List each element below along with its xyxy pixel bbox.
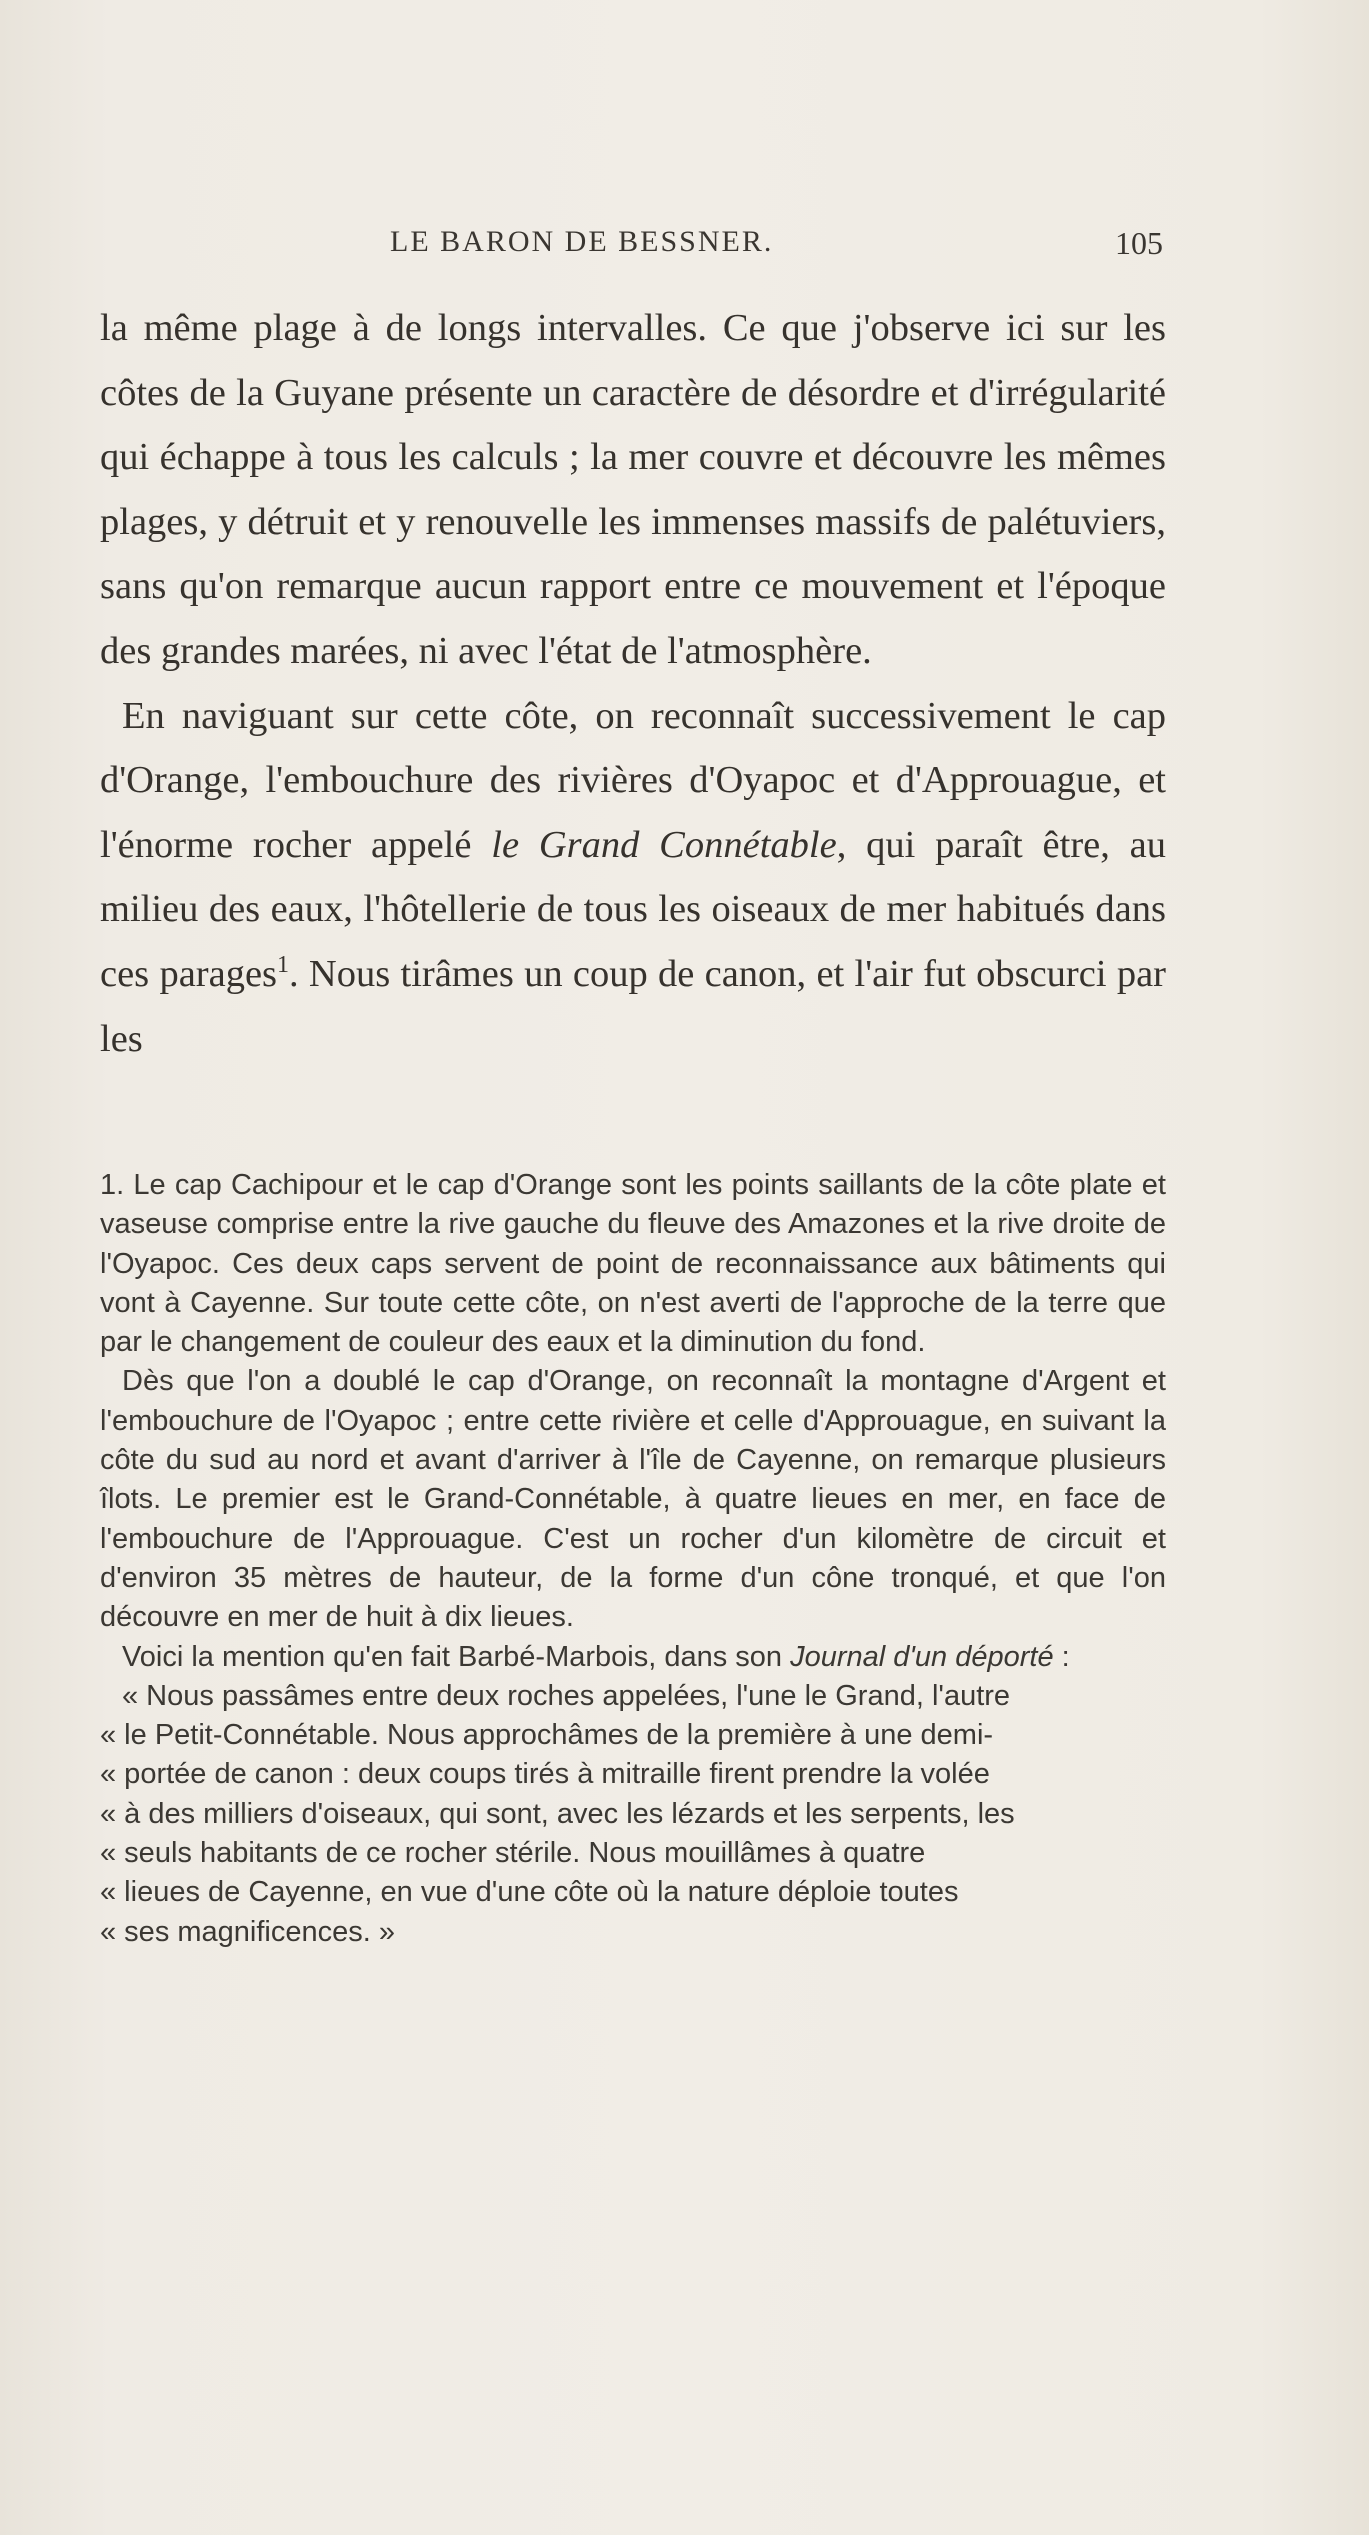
page-number: 105	[1115, 225, 1163, 261]
quote-line: « seuls habitants de ce rocher stérile. Nous mouillâmes à quatre	[100, 1837, 926, 1870]
paragraph-2-text-c: . Nous tirâmes un coup de canon, et l'air fut obscurci par les	[100, 952, 1166, 1060]
paragraph-2-italic: le Grand Connétable	[491, 823, 837, 866]
footnote-3-text-a: Voici la mention qu'en fait Barbé-Marbois, dans son	[122, 1640, 791, 1673]
footnote-3-italic: Journal d'un déporté	[790, 1640, 1054, 1673]
footnote-reference: 1	[277, 952, 290, 979]
footnote-3	[100, 1638, 1166, 1677]
quote-line: « le Petit-Connétable. Nous approchâmes de la première à une demi-	[100, 1719, 994, 1752]
quote-line: « ses magnificences. »	[100, 1915, 395, 1948]
main-text	[100, 296, 1166, 1071]
footnote-3-text-b: :	[1053, 1640, 1070, 1673]
page-header	[0, 225, 1369, 275]
footnotes	[100, 1166, 1166, 1952]
quote-line: « lieues de Cayenne, en vue d'une côte où la nature déploie toutes	[100, 1876, 959, 1909]
quote-line: « portée de canon : deux coups tirés à mitraille firent prendre la volée	[100, 1758, 990, 1791]
quote-line: « à des milliers d'oiseaux, qui sont, avec les lézards et les serpents, les	[100, 1797, 1015, 1830]
footnote-1: 1. Le cap Cachipour et le cap d'Orange sont les points saillants de la côte plate et vaseuse comprise entre la rive gauche du fleuve des Amazones et la rive droite de l'Oyapoc. Ces deux caps servent de point de reconnaissance aux bâtiments qui vont à Cayenne. Sur toute cette côte, on n'est averti de l'approche de la terre que par le changement de couleur des eaux et la diminution du fond.	[100, 1169, 1166, 1359]
paragraph-1: la même plage à de longs intervalles. Ce que j'observe ici sur les côtes de la Guyane présente un caractère de désordre et d'irrégularité qui échappe à tous les calculs ; la mer couvre et découvre les mêmes plages, y détruit et y renouvelle les immenses massifs de palétuviers, sans qu'on remarque aucun rapport entre ce mouvement et l'époque des grandes marées, ni avec l'état de l'atmosphère.	[100, 307, 1166, 672]
footnote-2: Dès que l'on a doublé le cap d'Orange, on reconnaît la montagne d'Argent et l'embouchure de l'Oyapoc ; entre cette rivière et celle d'Approuague, en suivant la côte du sud au nord et avant d'arriver à l'île de Cayenne, on remarque plusieurs îlots. Le premier est le Grand-Connétable, à quatre lieues en mer, en face de l'embouchure de l'Approuague. C'est un rocher d'un kilomètre de circuit et d'environ 35 mètres de hauteur, de la forme d'un cône tronqué, et que l'on découvre en mer de huit à dix lieues.	[100, 1365, 1166, 1634]
quote-line: « Nous passâmes entre deux roches appelées, l'une le Grand, l'autre	[122, 1679, 1011, 1712]
running-head: LE BARON DE BESSNER.	[390, 225, 774, 258]
paragraph-2-text-a: En naviguant sur cette côte, on reconnaît successivement le cap d'Orange, l'embouchure des rivières d'Oyapoc et d'Approuague, et l'énorme rocher appelé	[100, 694, 1166, 866]
paragraph-2	[100, 684, 1166, 1072]
paragraph-2-text-b: , qui paraît être, au milieu des eaux, l'hôtellerie de tous les oiseaux de mer habitués dans ces parages	[100, 823, 1167, 995]
